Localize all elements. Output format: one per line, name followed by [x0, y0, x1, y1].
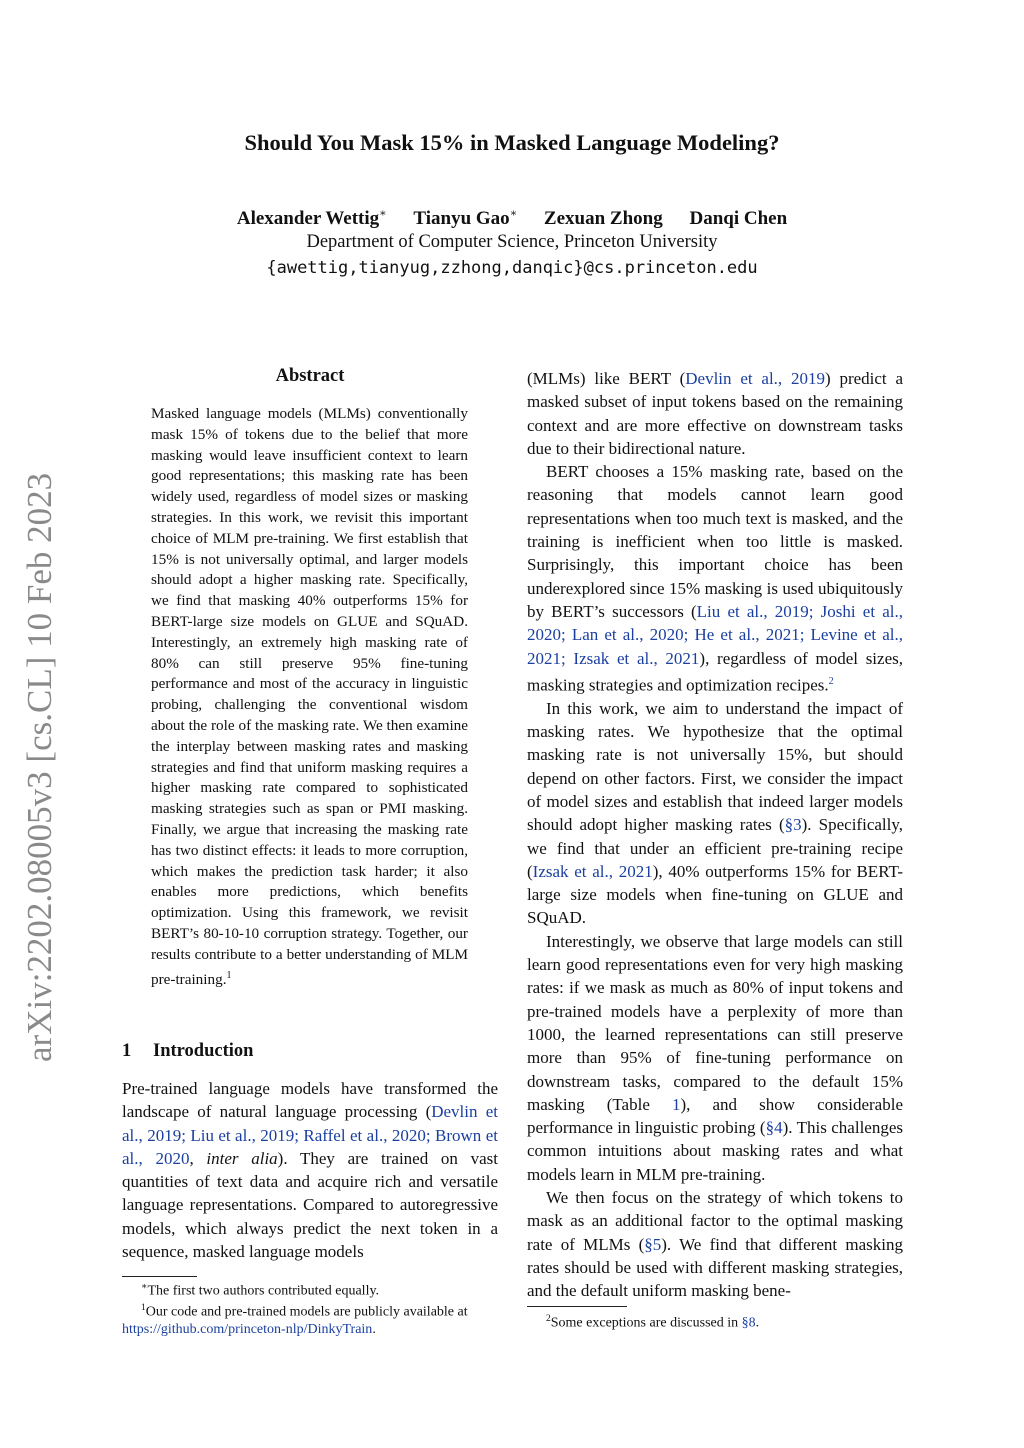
text-run: Interestingly, we observe that large models can still learn good representations even for very high masking rates: if we mask as much as 80% of input tokens and pre-trained models have a perplexity of more than 1000, the learned representations can still preserve more than 95% of fine-tuning performance on downstream tasks, compared to the default 15% masking (Table: [527, 931, 903, 1114]
abstract-heading: Abstract: [275, 366, 345, 386]
footnote: $^1$Our code and pre-trained models are publicly available at: [141, 1303, 468, 1320]
paragraph: [122, 1077, 498, 1263]
author-emails: {awettig,tianyug,zzhong,danqic}@cs.princeton.edu: [266, 258, 758, 278]
citation-link[interactable]: Devlin et al., 2019; Liu et al., 2019; Raffel et al., 2020; Brown et al., 2020: [122, 1102, 498, 1168]
citation-link[interactable]: §5: [644, 1234, 662, 1254]
text-run: ), and show considerable performance in linguistic probing (: [527, 1094, 903, 1138]
footnote-marker[interactable]: 2: [828, 675, 834, 687]
citation-link[interactable]: 1: [671, 1094, 681, 1114]
paragraph: [527, 367, 903, 460]
text-run: ), 40% outperforms 15% for BERT-large size models when fine-tuning on GLUE and SQuAD.: [527, 861, 903, 928]
intro-right-column: [527, 367, 903, 1303]
paper-title: Should You Mask 15% in Masked Language Modeling?: [244, 130, 780, 155]
text-run: Pre-trained language models have transformed the landscape of natural language processing (: [122, 1079, 498, 1122]
affiliation: Department of Computer Science, Princeton University: [306, 232, 718, 252]
intro-left-column: [122, 1077, 498, 1263]
paragraph: [527, 1186, 903, 1302]
paragraph: [527, 930, 903, 1186]
italic-text: inter alia: [206, 1148, 278, 1168]
section-heading-introduction: 1 Introduction: [122, 1041, 254, 1061]
text-run: ). We find that different masking rates should be used with different masking strategies, and the default uniform masking bene-: [527, 1234, 904, 1301]
text-run: ), regardless of model sizes, masking strategies and optimization recipes.: [527, 648, 903, 695]
author: Danqi Chen: [689, 208, 788, 230]
paragraph: [527, 697, 903, 930]
section-link[interactable]: §8: [741, 1315, 756, 1331]
footnote-link-line: https://github.com/princeton-nlp/DinkyTrain.: [122, 1322, 376, 1338]
text-run: ,: [189, 1148, 207, 1168]
footnote: $^2$Some exceptions are discussed in §8.: [546, 1314, 760, 1331]
arxiv-watermark: arXiv:2202.08005v3 [cs.CL] 10 Feb 2023: [20, 472, 59, 1062]
text-run: ). Specifically, we find that under an efficient pre-training recipe (: [527, 815, 903, 881]
text-run: (MLMs) like BERT (: [527, 369, 686, 388]
citation-link[interactable]: Liu et al., 2019; Joshi et al., 2020; Lan et al., 2020; He et al., 2021; Levine et al., 2021; Izsak et al., 2021: [527, 601, 904, 668]
text-run: ). They are trained on vast quantities of text data and acquire rich and versatile language representations. Compared to autoregressive models, which always predict the next token in a sequence, masked language models: [122, 1148, 498, 1262]
author-list: [0, 207, 1024, 230]
footnote: ∗The first two authors contributed equally.: [141, 1282, 380, 1299]
text-run: In this work, we aim to understand the impact of masking rates. We hypothesize that the optimal masking rate is not universally 15%, but should depend on other factors. First, we consider the impact of model sizes and establish that indeed larger models should adopt higher masking rates (: [527, 698, 903, 835]
citation-link[interactable]: Izsak et al., 2021: [532, 861, 653, 881]
footnote-rule: [527, 1306, 627, 1307]
paragraph: [527, 460, 903, 697]
citation-link[interactable]: §3: [784, 815, 802, 835]
text-run: We then focus on the strategy of which tokens to mask as an additional factor to the optimal masking rate of MLMs (: [527, 1188, 903, 1254]
github-link[interactable]: https://github.com/princeton-nlp/DinkyTrain: [122, 1322, 373, 1338]
text-run: BERT chooses a 15% masking rate, based on the reasoning that models cannot learn good representations when too much text is masked, and the training is inefficient when too little is masked. Surprisingly, this important choice has been underexplored since 15% masking is used ubiquitously by BERT’s successors (: [527, 462, 903, 621]
footnote-rule: [122, 1276, 197, 1277]
text-run: ) predict a masked subset of input tokens based on the remaining context and are more effective on downstream tasks due to their bidirectional nature.: [527, 369, 904, 458]
text-run: ). This challenges common intuitions about masking rates and what models learn in MLM pre-training.: [527, 1118, 903, 1184]
abstract-body: Masked language models (MLMs) conventionally mask 15% of tokens due to the belief that more masking would leave insufficient context to learn good representations; this masking rate has been widely used, regardless of model sizes or masking strategies. In this work, we revisit this important choice of MLM pre-training. We first establish that 15% is not universally optimal, and larger models should adopt a higher masking rate. Specifically, we find that masking 40% outperforms 15% for BERT-large size models on GLUE and SQuAD. Interestingly, an extremely high masking rate of 80% can still preserve 95% fine-tuning performance and most of the accuracy in linguistic probing, challenging the conventional wisdom about the role of the masking rate. We then examine the interplay between masking rates and masking strategies and find that uniform masking requires a higher masking rate compared to sophisticated masking strategies such as span or PMI masking. Finally, we argue that increasing the masking rate has two distinct effects: it leads to more corruption, which makes the prediction task harder; it also enables more predictions, which benefits optimization. Using this framework, we revisit BERT’s 80-10-10 corruption strategy. Together, our results contribute to a better understanding of MLM pre-training.$^1$: [151, 405, 468, 988]
author: Zexuan Zhong: [543, 208, 663, 230]
footnotes-left: [122, 1279, 502, 1339]
citation-link[interactable]: §4: [765, 1118, 783, 1138]
author: Tianyu Gao∗: [413, 208, 518, 230]
author: Alexander Wettig∗: [236, 208, 387, 230]
citation-link[interactable]: Devlin et al., 2019: [685, 369, 825, 388]
